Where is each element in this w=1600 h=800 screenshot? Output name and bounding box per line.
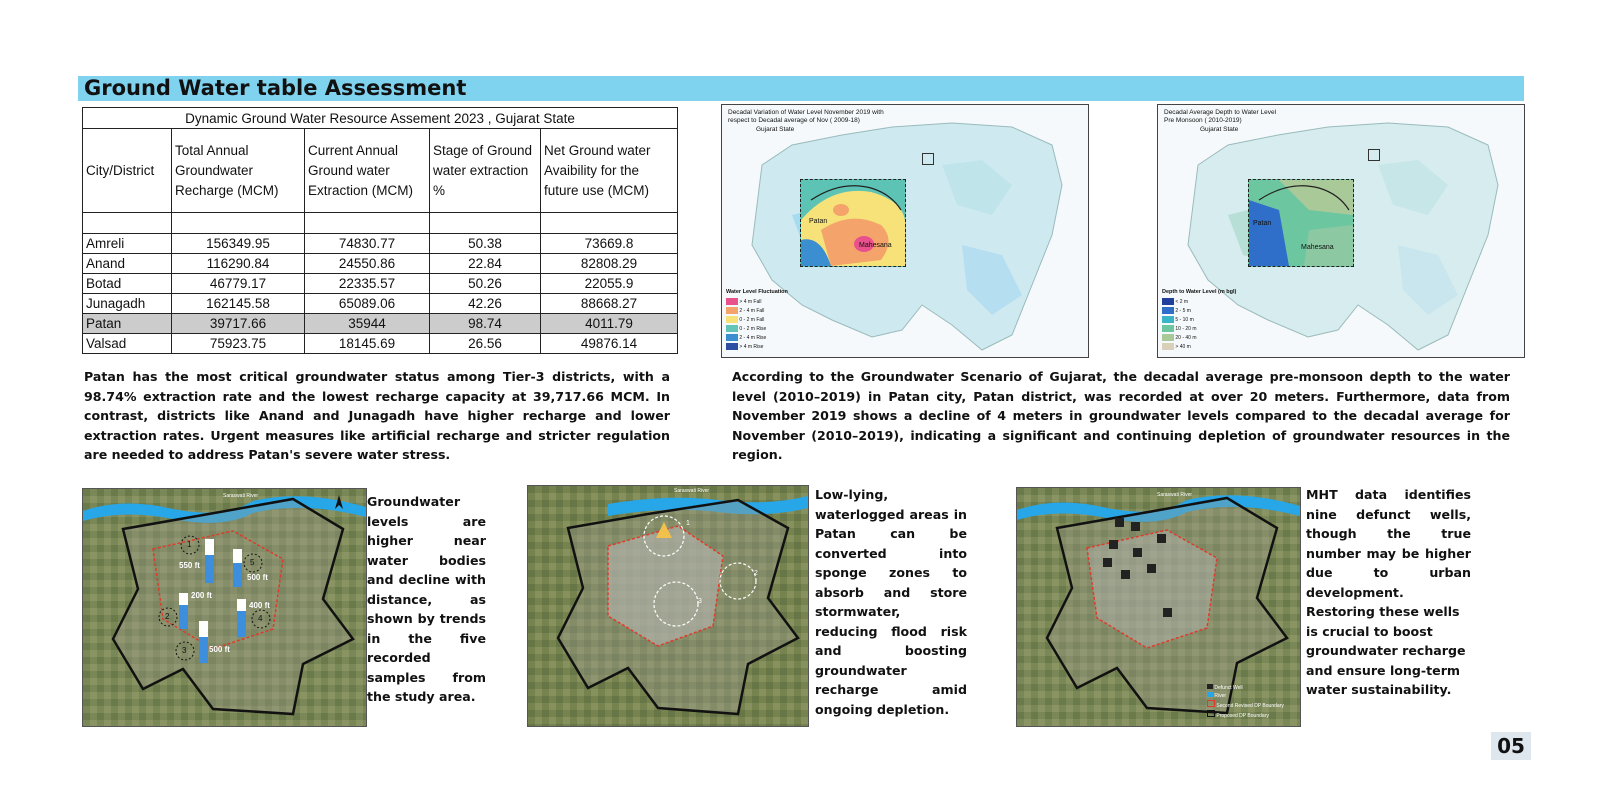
table-row: Junagadh 162145.58 65089.06 42.26 88668.27 xyxy=(83,294,678,314)
legend-swatch xyxy=(1162,325,1174,332)
legend-swatch xyxy=(726,343,738,350)
map1-legend-title: Water Level Fluctuation xyxy=(726,289,788,295)
location-marker xyxy=(922,153,934,165)
legend-item: 0 - 2 m Rise xyxy=(726,325,766,334)
column-header: City/District xyxy=(83,129,172,213)
map1-subtitle: Gujarat State xyxy=(756,126,795,133)
sample-depth: 550 ft xyxy=(179,561,200,570)
groundwater-scenario-paragraph: According to the Groundwater Scenario of Gujarat, the decadal average pre-monsoon depth to the water level (2010–2019) in Patan city, Patan district, was recorded at over 20 meters. Furthermore, data from November 2019 shows a decline of 4 meters in groundwater levels compared to the decadal average for November (2010–2019), indicating a significant and continuing depletion of groundwater resources in the region. xyxy=(732,369,1510,462)
boundary-swatch xyxy=(1207,700,1215,707)
map1-title: Decadal Variation of Water Level November 2019 with respect to Decadal average of Nov ( 2009-18) xyxy=(728,109,884,124)
sample-id: 3 xyxy=(182,646,187,655)
column-header: Total Annual Groundwater Recharge (MCM) xyxy=(172,129,305,213)
table-row: Valsad 75923.75 18145.69 26.56 49876.14 xyxy=(83,334,678,354)
river-label: Saraswati River xyxy=(1157,492,1193,498)
groundwater-table xyxy=(82,107,678,354)
decadal-variation-map xyxy=(721,104,1089,358)
legend-swatch xyxy=(1162,298,1174,305)
defunct-wells-map xyxy=(1016,487,1301,727)
sponge-zones-text: Low-lying, waterlogged areas in Patan can be converted into sponge zones to absorb and store stormwater, reducing flood risk and boosting groundwater recharge amid ongoing depletion. xyxy=(815,487,967,717)
legend-item: Defunct Well xyxy=(1207,684,1284,692)
legend-item: 20 - 40 m xyxy=(1162,334,1197,343)
sponge-zones-graphic xyxy=(528,486,808,726)
defunct-wells-text-2: Restoring these wells is crucial to boost groundwater recharge and ensure long-term water sustainability. xyxy=(1306,604,1466,697)
map2-subtitle: Gujarat State xyxy=(1200,126,1239,133)
legend-item: 10 - 20 m xyxy=(1162,325,1197,334)
legend-swatch xyxy=(726,307,738,314)
river-label: Saraswati River xyxy=(674,488,710,494)
inset-label-mahesana: Mahesana xyxy=(1301,244,1334,251)
table-row: Botad 46779.17 22335.57 50.26 22055.9 xyxy=(83,274,678,294)
sample-id: 2 xyxy=(165,612,170,621)
legend-swatch xyxy=(1162,307,1174,314)
defunct-well-icon xyxy=(1207,684,1213,689)
defunct-wells-text xyxy=(1306,485,1471,700)
legend-swatch xyxy=(726,325,738,332)
page-number: 05 xyxy=(1491,732,1531,760)
column-header: Net Ground water Avaibility for the future use (MCM) xyxy=(541,129,678,213)
table-caption: Dynamic Ground Water Resource Assement 2023 , Gujarat State xyxy=(83,108,678,129)
groundwater-samples-map xyxy=(82,488,367,727)
legend-item: 2 - 4 m Rise xyxy=(726,334,766,343)
north-arrow-icon xyxy=(335,495,343,509)
sample-depth: 500 ft xyxy=(247,573,268,582)
sample-id: 5 xyxy=(250,558,255,567)
legend-item: River xyxy=(1207,692,1284,700)
legend-swatch xyxy=(1162,343,1174,350)
map2-title: Decadal Average Depth to Water Level Pre Monsoon ( 2010-2019) xyxy=(1164,109,1277,124)
boundary-swatch xyxy=(1207,710,1215,717)
column-header: Stage of Ground water extraction % xyxy=(430,129,541,213)
legend-item: < 2 m xyxy=(1162,298,1197,307)
wells-legend xyxy=(1207,684,1284,720)
zone-number: 3 xyxy=(698,598,702,605)
patan-inset-map xyxy=(1248,179,1354,267)
table-row: Anand 116290.84 24550.86 22.84 82808.29 xyxy=(83,254,678,274)
inset-label-patan: Patan xyxy=(1253,220,1272,227)
table-row: Amreli 156349.95 74830.77 50.38 73669.8 xyxy=(83,234,678,254)
groundwater-samples-text: Groundwater levels are higher near water bodies and decline with distance, as shown by trends in the five recorded samples from the study area. xyxy=(367,494,486,704)
legend-item: Second Revised DP Boundary xyxy=(1207,700,1284,710)
legend-item: 2 - 5 m xyxy=(1162,307,1197,316)
table-row-highlighted: Patan 39717.66 35944 98.74 4011.79 xyxy=(83,314,678,334)
legend-swatch xyxy=(726,316,738,323)
zone-number: 1 xyxy=(686,520,690,527)
legend-item: > 40 m xyxy=(1162,343,1197,352)
sample-id: 1 xyxy=(187,540,192,549)
patan-summary-paragraph: Patan has the most critical groundwater status among Tier-3 districts, with a 98.74% extraction rate and the lowest recharge capacity at 39,717.66 MCM. In contrast, districts like Anand and Junagadh have higher recharge and lower extraction rates. Urgent measures like artificial recharge and stricter regulation are needed to address Patan's severe water stress. xyxy=(84,369,670,462)
legend-item: 0 - 2 m Fall xyxy=(726,316,766,325)
defunct-wells-text-1: MHT data identifies nine defunct wells, though the true number may be higher due to urban development. xyxy=(1306,487,1471,600)
location-marker xyxy=(1368,149,1380,161)
sample-id: 4 xyxy=(258,614,263,623)
legend-item: 5 - 10 m xyxy=(1162,316,1197,325)
inset-label-mahesana: Mahesana xyxy=(859,242,892,249)
sample-depth: 400 ft xyxy=(249,601,270,610)
legend-swatch xyxy=(726,298,738,305)
sample-depth: 200 ft xyxy=(191,591,212,600)
legend-item: 2 - 4 m Fall xyxy=(726,307,766,316)
map2-legend-title: Depth to Water Level (m bgl) xyxy=(1162,289,1237,295)
page-title: Ground Water table Assessment xyxy=(84,76,467,100)
column-header: Current Annual Ground water Extraction (MCM) xyxy=(305,129,430,213)
legend-swatch xyxy=(1162,316,1174,323)
map2-legend xyxy=(1162,298,1197,352)
legend-swatch xyxy=(726,334,738,341)
inset-label-patan: Patan xyxy=(809,218,828,225)
legend-item: > 4 m Fall xyxy=(726,298,766,307)
map1-legend xyxy=(726,298,766,352)
samples-map-graphic xyxy=(83,489,366,726)
sample-depth: 500 ft xyxy=(209,645,230,654)
sponge-zones-map xyxy=(527,485,809,727)
river-swatch xyxy=(1207,692,1213,697)
legend-item: > 4 m Rise xyxy=(726,343,766,352)
patan-inset-map xyxy=(800,179,906,267)
depth-to-water-map xyxy=(1157,104,1525,358)
zone-number: 2 xyxy=(754,570,758,577)
legend-swatch xyxy=(1162,334,1174,341)
river-label: Saraswati River xyxy=(223,493,259,499)
legend-item: Proposed DP Boundary xyxy=(1207,710,1284,720)
